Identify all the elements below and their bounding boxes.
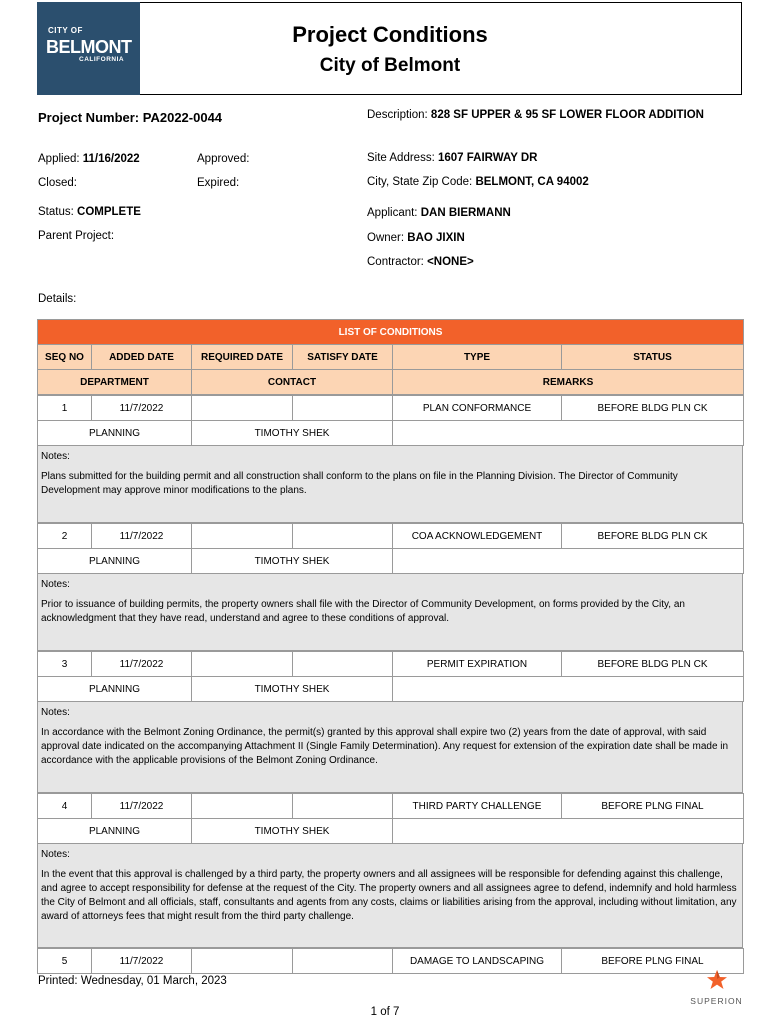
applicant-value: DAN BIERMANN (420, 207, 511, 219)
page-subtitle: City of Belmont (319, 55, 461, 76)
department-cell: PLANNING (38, 677, 192, 702)
added-date-cell: 11/7/2022 (92, 949, 192, 974)
required-date-cell (192, 524, 293, 549)
applied-value: 11/16/2022 (82, 153, 140, 165)
description-value: 828 SF UPPER & 95 SF LOWER FLOOR ADDITION (430, 109, 704, 121)
notes-text: Plans submitted for the building permit and all construction shall conform to the plans on file in the Planning Division. The Director of Community Development may approve minor modifications to the plans. (41, 471, 678, 496)
type-cell: THIRD PARTY CHALLENGE (393, 794, 562, 819)
table-row (38, 949, 744, 974)
notes-label: Notes: (41, 451, 70, 462)
table-row (38, 794, 744, 819)
description-label: Description: (367, 109, 428, 121)
conditions-table (37, 319, 743, 974)
notes-box (37, 446, 743, 523)
status-value: COMPLETE (77, 206, 141, 218)
status-cell: BEFORE BLDG PLN CK (562, 652, 744, 677)
conditions-title: LIST OF CONDITIONS (38, 320, 744, 345)
condition-5 (37, 948, 744, 974)
notes-label: Notes: (41, 849, 70, 860)
seq-cell: 5 (38, 949, 92, 974)
contractor (367, 256, 474, 268)
seq-cell: 3 (38, 652, 92, 677)
table-row (38, 396, 744, 421)
header-box (37, 2, 742, 95)
col-department: DEPARTMENT (38, 370, 192, 395)
satisfy-date-cell (293, 949, 393, 974)
department-cell: PLANNING (38, 421, 192, 446)
condition-4 (37, 793, 744, 844)
required-date-cell (192, 396, 293, 421)
satisfy-date-cell (293, 652, 393, 677)
added-date-cell: 11/7/2022 (92, 652, 192, 677)
project-number (38, 110, 222, 125)
project-number-value: PA2022-0044 (142, 110, 223, 125)
applicant (367, 207, 511, 219)
logo-line2: BELMONT (46, 37, 132, 57)
superion-logo (689, 970, 744, 1006)
conditions-header (37, 319, 744, 395)
logo-line3: CALIFORNIA (79, 56, 125, 63)
contact-cell: TIMOTHY SHEK (192, 549, 393, 574)
city-state-zip (367, 176, 589, 188)
required-date-cell (192, 949, 293, 974)
status (38, 206, 141, 218)
status-cell: BEFORE BLDG PLN CK (562, 524, 744, 549)
notes-label: Notes: (41, 707, 70, 718)
contact-cell: TIMOTHY SHEK (192, 421, 393, 446)
table-row (38, 421, 744, 446)
remarks-cell (393, 549, 744, 574)
seq-cell: 1 (38, 396, 92, 421)
superion-text: SUPERION (690, 996, 743, 1006)
added-date-cell: 11/7/2022 (92, 794, 192, 819)
contractor-label: Contractor: (367, 256, 424, 268)
closed-label: Closed: (38, 177, 77, 189)
notes-text: In accordance with the Belmont Zoning Ordinance, the permit(s) granted by this approval shall expire two (2) years from the date of approval, with said approval date indicated on the accompanying Attachment II (Single Family Determination). Any request for extension of the expiration date shall be made in accordance with the applicable provisions of the Belmont Zoning Ordinance. (41, 727, 729, 766)
status-cell: BEFORE BLDG PLN CK (562, 396, 744, 421)
contact-cell: TIMOTHY SHEK (192, 677, 393, 702)
owner-label: Owner: (367, 232, 405, 244)
owner (367, 232, 465, 244)
contact-cell: TIMOTHY SHEK (192, 819, 393, 844)
condition-2 (37, 523, 744, 574)
contractor-value: <NONE> (427, 256, 474, 268)
col-satisfy: SATISFY DATE (293, 345, 393, 370)
approved-label: Approved: (197, 153, 250, 165)
owner-value: BAO JIXIN (407, 232, 465, 244)
notes-label: Notes: (41, 579, 70, 590)
remarks-cell (393, 819, 744, 844)
type-cell: DAMAGE TO LANDSCAPING (393, 949, 562, 974)
department-cell: PLANNING (38, 819, 192, 844)
col-added: ADDED DATE (92, 345, 192, 370)
site-address-value: 1607 FAIRWAY DR (437, 152, 538, 164)
parent-project-label: Parent Project: (38, 230, 115, 242)
seq-cell: 4 (38, 794, 92, 819)
applied-label: Applied: (38, 153, 80, 165)
remarks-cell (393, 677, 744, 702)
condition-3 (37, 651, 744, 702)
col-seq: SEQ NO (38, 345, 92, 370)
printed-date: Printed: Wednesday, 01 March, 2023 (38, 975, 227, 987)
condition-1 (37, 395, 744, 446)
star-icon (705, 970, 729, 990)
notes-box (37, 702, 743, 793)
page-number: 1 of 7 (370, 1006, 400, 1018)
status-cell: BEFORE PLNG FINAL (562, 794, 744, 819)
city-logo (37, 2, 140, 95)
col-type: TYPE (393, 345, 562, 370)
status-label: Status: (38, 206, 74, 218)
site-address (367, 152, 537, 164)
added-date-cell: 11/7/2022 (92, 396, 192, 421)
notes-text: In the event that this approval is challenged by a third party, the property owners and all assignees will be responsible for defending against this challenge, and agree to accept responsibility for defense at the request of the City. The property owners and all assignees agree to defend, indemnify and hold harmless the City of Belmont and all officials, staff, consultants and agents from any costs, claims or liabilities arising from the approval, including without limitation, any award of attorneys fees that might result from the third party challenge. (41, 869, 737, 922)
project-number-label: Project Number: (38, 110, 140, 125)
description (367, 109, 704, 121)
applicant-label: Applicant: (367, 207, 418, 219)
required-date-cell (192, 794, 293, 819)
table-row (38, 652, 744, 677)
seq-cell: 2 (38, 524, 92, 549)
logo-line1: CITY OF (48, 26, 83, 35)
satisfy-date-cell (293, 396, 393, 421)
table-row (38, 677, 744, 702)
added-date-cell: 11/7/2022 (92, 524, 192, 549)
type-cell: PERMIT EXPIRATION (393, 652, 562, 677)
status-cell: BEFORE PLNG FINAL (562, 949, 744, 974)
city-label: City, State Zip Code: (367, 176, 473, 188)
col-remarks: REMARKS (393, 370, 744, 395)
applied (38, 153, 140, 165)
type-cell: COA ACKNOWLEDGEMENT (393, 524, 562, 549)
page-title: Project Conditions (292, 22, 488, 47)
city-value: BELMONT, CA 94002 (475, 176, 589, 188)
remarks-cell (393, 421, 744, 446)
expired-label: Expired: (197, 177, 240, 189)
department-cell: PLANNING (38, 549, 192, 574)
notes-box (37, 574, 743, 651)
table-row (38, 549, 744, 574)
notes-box (37, 844, 743, 948)
required-date-cell (192, 652, 293, 677)
satisfy-date-cell (293, 794, 393, 819)
site-address-label: Site Address: (367, 152, 435, 164)
col-status: STATUS (562, 345, 744, 370)
table-row (38, 819, 744, 844)
notes-text: Prior to issuance of building permits, the property owners shall file with the Director of Community Development, on forms provided by the City, an acknowledgment that they have read, understand and agree to these conditions of approval. (41, 599, 685, 624)
table-row (38, 524, 744, 549)
type-cell: PLAN CONFORMANCE (393, 396, 562, 421)
col-contact: CONTACT (192, 370, 393, 395)
col-required: REQUIRED DATE (192, 345, 293, 370)
satisfy-date-cell (293, 524, 393, 549)
details-label: Details: (38, 293, 77, 305)
